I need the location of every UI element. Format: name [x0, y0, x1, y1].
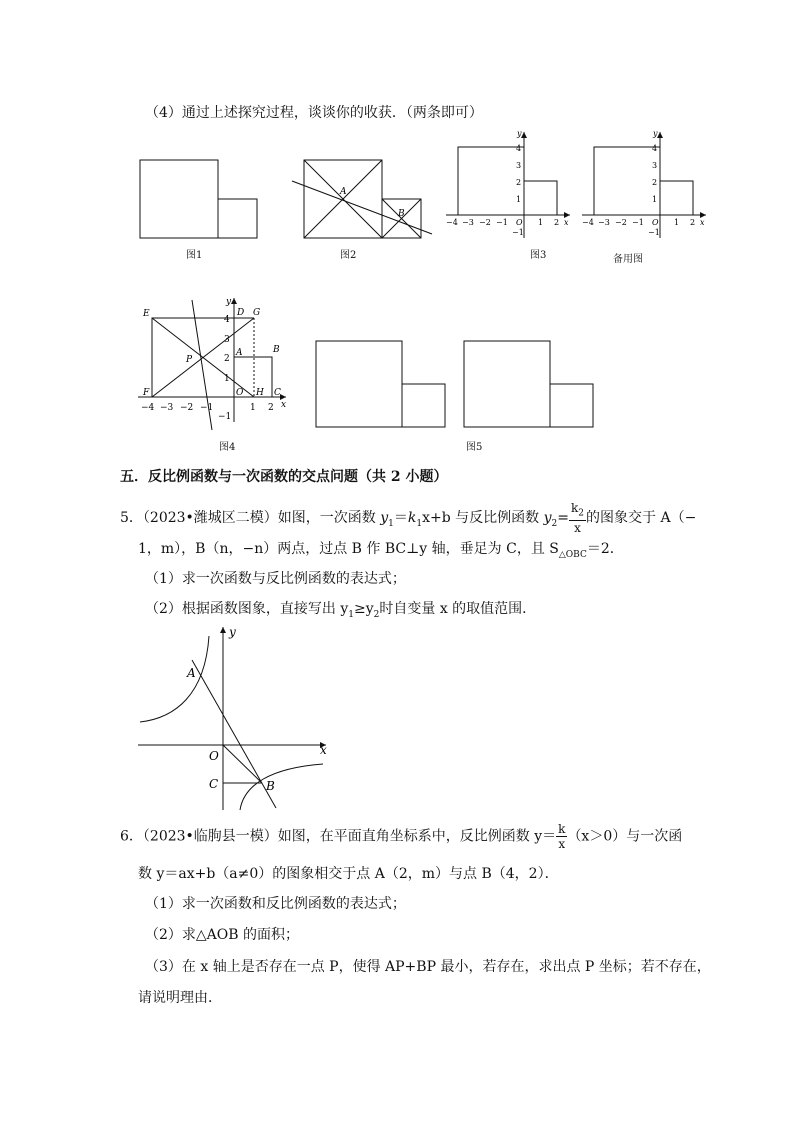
backup-y: y — [653, 129, 658, 138]
p5-q2: （2）根据函数图象，直接写出 $y_1\ge y_2$时自变量 x 的取值范围． — [145, 601, 537, 620]
p5-label-A: A — [187, 666, 196, 680]
fig4-tick-n4: −4 — [141, 403, 155, 413]
figure-1-caption: 图1 — [186, 250, 203, 261]
q4-text: （4）通过上述探究过程，谈谈你的收获．（两条即可） — [145, 105, 483, 121]
backup-tick-n3: −3 — [598, 218, 610, 227]
p5-label-x: x — [320, 743, 327, 757]
figure-4-caption: 图4 — [219, 442, 236, 453]
fig4-tick-x1: 1 — [250, 403, 256, 413]
fig4-A: A — [236, 348, 243, 358]
backup-tick-3: 3 — [652, 161, 658, 170]
p5-label-y: y — [229, 625, 236, 639]
backup-origin: O — [652, 218, 659, 227]
backup-tick-x1: 1 — [674, 218, 680, 227]
section-5-title: 五．反比例函数与一次函数的交点问题（共 2 小题） — [120, 469, 448, 485]
fig4-tick-2: 2 — [224, 354, 230, 364]
fig3-tick-3: 3 — [516, 161, 522, 170]
fig4-tick-n1: −1 — [200, 403, 214, 413]
p6-q3-cont: 请说明理由． — [138, 990, 222, 1006]
fig4-tick-n2: −2 — [180, 403, 194, 413]
fig4-E: E — [143, 309, 150, 319]
fig3-tick-n2: −2 — [479, 218, 491, 227]
fig4-F: F — [143, 388, 150, 398]
fig3-tick-x2: 2 — [554, 218, 560, 227]
p5-line-2: 1，m），B（n，−n）两点，过点 B 作 BC⊥y 轴，垂足为 C，且 $S_{\triangle OBC}=2$． — [138, 541, 624, 560]
fig4-tick-3: 3 — [224, 335, 230, 345]
fig3-x: x — [564, 218, 569, 227]
fig4-tick-x2: 2 — [268, 403, 274, 413]
fig3-tick-n1y: −1 — [512, 228, 524, 237]
fig2-label-B: B — [398, 209, 405, 219]
p5-label-B: B — [266, 779, 275, 793]
fig4-O: O — [236, 388, 244, 398]
fig4-tick-n3: −3 — [160, 403, 174, 413]
figure-5-caption: 图5 — [466, 442, 483, 453]
backup-tick-1: 1 — [652, 195, 658, 204]
backup-tick-n4: −4 — [582, 218, 594, 227]
p5-line-1: 5．（2023•潍城区二模）如图，一次函数 $y_1=k_1x+b$ 与反比例函数 $y_2=$ $\frac{k_2}{x}$ 的图象交于 A（− — [120, 501, 697, 536]
fig3-tick-n1: −1 — [496, 218, 508, 227]
figure-2-caption: 图2 — [340, 250, 357, 261]
fig4-tick-n1y: −1 — [218, 412, 232, 422]
fig3-tick-n4: −4 — [446, 218, 458, 227]
p6-line-2: 数 y＝ax+b（a≠0）的图象相交于点 A（2，m）与点 B（4，2）． — [138, 866, 559, 882]
backup-tick-n1y: −1 — [648, 228, 660, 237]
p6-line-1: 6．（2023•临朐县一模）如图，在平面直角坐标系中，反比例函数 y＝ $\frac{k}{x}$ （x＞0）与一次函 — [120, 822, 683, 851]
fig4-tick-1: 1 — [224, 374, 230, 384]
backup-tick-2: 2 — [652, 178, 658, 187]
fig4-y: y — [226, 297, 232, 307]
figure-3-caption: 图3 — [530, 250, 547, 261]
fig3-tick-1: 1 — [516, 195, 522, 204]
fig3-tick-4: 4 — [516, 144, 522, 153]
backup-x: x — [700, 218, 705, 227]
p6-q1: （1）求一次函数和反比例函数的表达式； — [145, 896, 406, 912]
p5-label-O: O — [209, 749, 219, 763]
fig4-B: B — [273, 345, 280, 355]
p6-q2: （2）求△AOB 的面积； — [145, 927, 299, 943]
backup-tick-4: 4 — [652, 144, 658, 153]
fig3-tick-2: 2 — [516, 178, 522, 187]
p5-label-C: C — [209, 777, 219, 791]
p5-q1: （1）求一次函数与反比例函数的表达式； — [145, 571, 406, 587]
backup-tick-n2: −2 — [615, 218, 627, 227]
fig3-origin: O — [516, 218, 523, 227]
fig4-D: D — [237, 308, 245, 318]
fig3-tick-x1: 1 — [538, 218, 544, 227]
fig3-y: y — [517, 129, 522, 138]
fig2-label-A: A — [340, 187, 347, 197]
figure-backup-caption: 备用图 — [613, 254, 643, 265]
p6-q3: （3）在 x 轴上是否存在一点 P，使得 AP+BP 最小，若存在，求出点 P 坐标；若不存在， — [145, 959, 711, 975]
backup-tick-x2: 2 — [690, 218, 696, 227]
fig4-P: P — [186, 355, 193, 365]
fig4-tick-4: 4 — [224, 315, 230, 325]
fig4-G: G — [253, 308, 261, 318]
fig4-H: H — [256, 388, 264, 398]
backup-tick-n1: −1 — [632, 218, 644, 227]
fig4-x: x — [281, 400, 287, 410]
fig3-tick-n3: −3 — [462, 218, 474, 227]
fig4-C: C — [274, 388, 281, 398]
